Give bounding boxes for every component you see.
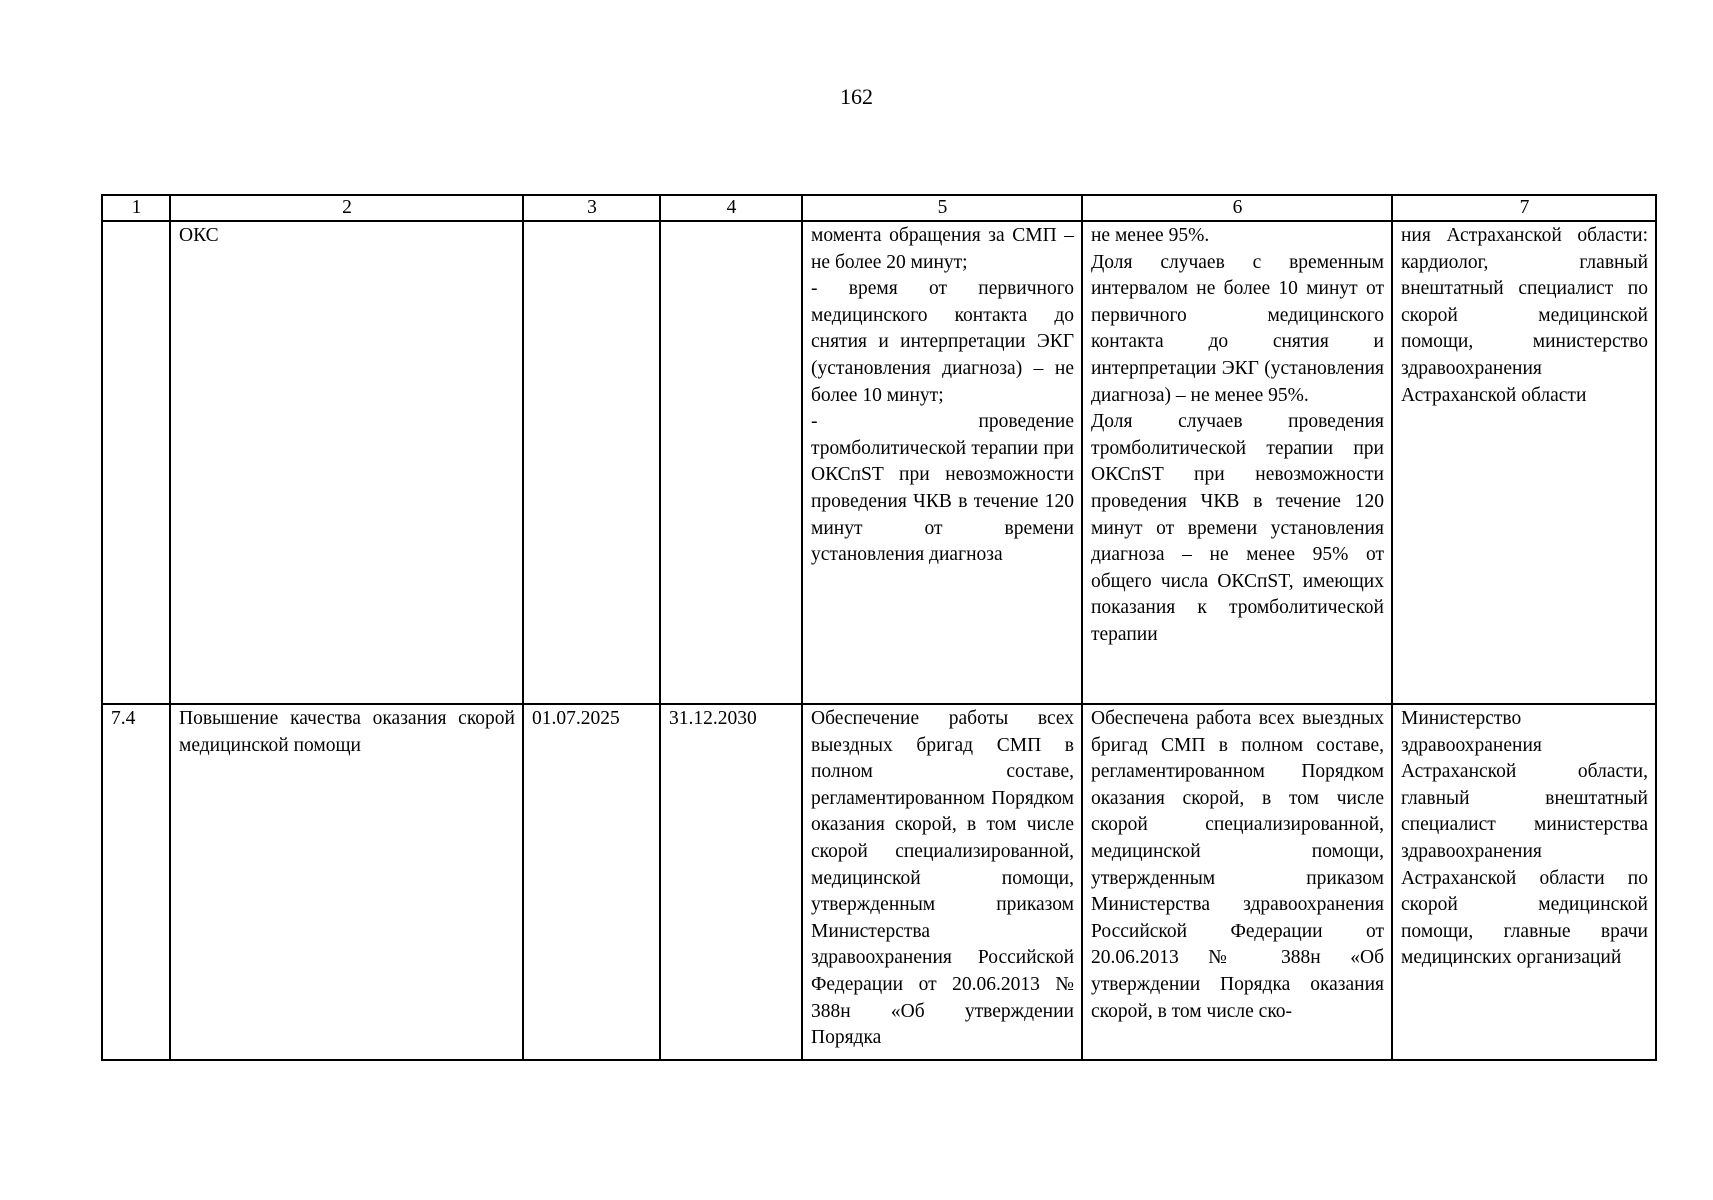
result-paragraph: не менее 95%. <box>1091 225 1210 246</box>
result-cell <box>1082 704 1392 1060</box>
row-number-cell: 7.4 <box>102 704 170 1060</box>
row-number-cell <box>102 221 170 704</box>
page-number: 162 <box>840 84 873 109</box>
column-header-4: 4 <box>660 195 802 221</box>
column-header-1: 1 <box>102 195 170 221</box>
result-cell <box>1082 221 1392 704</box>
column-header-6: 6 <box>1082 195 1392 221</box>
end-date-cell <box>660 221 802 704</box>
result-paragraph: Доля случаев с временным интервалом не более 10 минут от первичного медицинского контакта до снятия и интерпретации ЭКГ (установления диагноза) – не менее 95%. <box>1091 251 1384 406</box>
requirements-paragraph: Обеспечение работы всех выездных бригад СМП в полном составе, регламентированном Порядком оказания скорой, в том числе скорой специализированной, медицинской помощи, утвержденным приказом Министерства здравоохранения Российской Федерации от 20.06.2013 № 388н «Об утверждении Порядка <box>811 708 1074 1049</box>
plan-table <box>101 194 1657 1061</box>
start-date-cell <box>523 221 660 704</box>
start-date-cell: 01.07.2025 <box>523 704 660 1060</box>
requirements-paragraph: - время от первичного медицинского контакта до снятия и интерпретации ЭКГ (установления диагноза) – не более 10 минут; <box>811 278 1074 406</box>
table-row <box>102 704 1656 1060</box>
column-header-5: 5 <box>802 195 1082 221</box>
event-name-cell: Повышение качества оказания скорой медицинской помощи <box>170 704 523 1060</box>
table-header-row <box>102 195 1656 221</box>
column-header-2: 2 <box>170 195 523 221</box>
column-header-7: 7 <box>1392 195 1656 221</box>
requirements-cell <box>802 221 1082 704</box>
requirements-paragraph: момента обращения за СМП – не более 20 минут; <box>811 225 1074 273</box>
responsible-cell: ния Астраханской области: кардиолог, главный внештатный специалист по скорой медицинской помощи, министерство здравоохранения Астраханской области <box>1392 221 1656 704</box>
end-date-cell: 31.12.2030 <box>660 704 802 1060</box>
event-name-cell: ОКС <box>170 221 523 704</box>
result-paragraph: Обеспечена работа всех выездных бригад СМП в полном составе, регламентированном Порядком оказания скорой, в том числе скорой специализированной, медицинской помощи, утвержденным приказом Министерства здравоохранения Российской Федерации от 20.06.2013 № 388н «Об утверждении Порядка оказания скорой, в том числе ско- <box>1091 708 1384 1022</box>
table-row <box>102 221 1656 704</box>
requirements-paragraph: - проведение тромболитической терапии при ОКСпST при невозможности проведения ЧКВ в течение 120 минут от времени установления диагноза <box>811 411 1074 566</box>
requirements-cell <box>802 704 1082 1060</box>
result-paragraph: Доля случаев проведения тромболитической терапии при ОКСпST при невозможности проведения ЧКВ в течение 120 минут от времени установления диагноза – не менее 95% от общего числа ОКСпST, имеющих показания к тромболитической терапии <box>1091 411 1384 645</box>
column-header-3: 3 <box>523 195 660 221</box>
responsible-cell: Министерство здравоохранения Астраханской области, главный внештатный специалист министерства здравоохранения Астраханской области по скорой медицинской помощи, главные врачи медицинских организаций <box>1392 704 1656 1060</box>
